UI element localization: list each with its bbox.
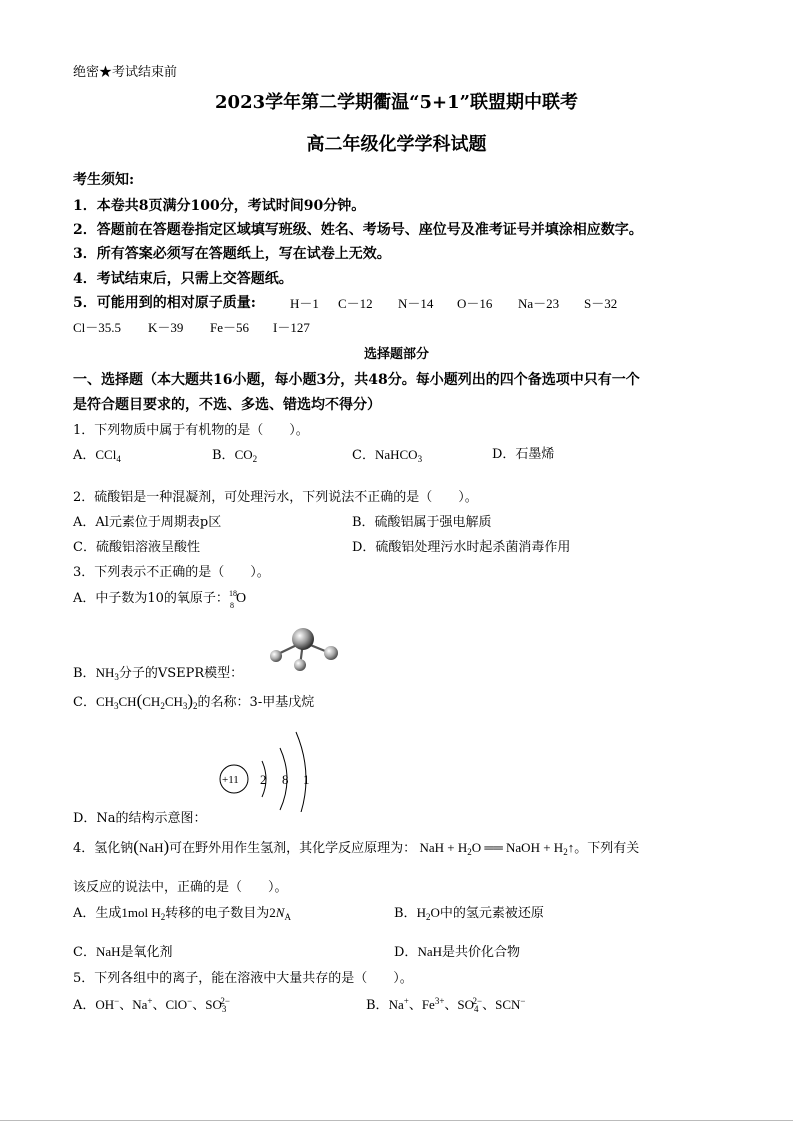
mass-o: O－16: [457, 296, 493, 311]
q3-option-b: B．$NH_3$分子的VSEPR模型：: [73, 665, 244, 682]
q4-option-b: B．$H_2O$中的氢元素被还原: [394, 905, 544, 922]
q2-option-b: B．硫酸铝属于强电解质: [352, 515, 492, 530]
q1-stem: 1．下列物质中属于有机物的是（ ）。: [73, 423, 309, 438]
na-structure-diagram: [216, 730, 326, 812]
q4-option-a: A．生成1mol $H_2$转移的电子数目为$2N_A$: [73, 905, 291, 922]
notice-heading: 考生须知:: [73, 172, 135, 188]
q1-option-b: B．$CO_2$: [212, 447, 258, 464]
q3-option-c: C．$CH_3CH(CH_2CH_3)_2$的名称：3-甲基戊烷: [73, 691, 315, 711]
q3-option-d: D．Na的结构示意图：: [73, 811, 207, 826]
q4-option-d: D．NaH是共价化合物: [394, 944, 520, 960]
na-shell-2: 8: [282, 772, 289, 787]
mass-fe: Fe－56: [210, 320, 250, 335]
q5-option-a: A．OH−、Na+、ClO−、$SO_3^{2-}$: [73, 996, 230, 1014]
na-nucleus-label: +11: [222, 774, 239, 786]
mass-na: Na－23: [518, 296, 560, 311]
notice-item-3: 3．所有答案必须写在答题纸上，写在试卷上无效。: [73, 246, 391, 262]
q1-option-c: C．NaHCO$_3$: [352, 447, 423, 464]
notice-item-5: 5．可能用到的相对原子质量:: [73, 295, 256, 311]
q1-option-d: D．石墨烯: [492, 447, 555, 462]
q2-stem: 2．硫酸铝是一种混凝剂，可处理污水，下列说法不正确的是（ ）。: [73, 490, 478, 505]
exam-title: 2023学年第二学期衢温“5+1”联盟期中联考: [215, 92, 578, 113]
mass-i: I－127: [273, 320, 310, 335]
secret-label: 绝密★考试结束前: [73, 65, 178, 80]
mass-n: N－14: [398, 296, 434, 311]
section-intro-line1: 一、选择题（本大题共16小题，每小题3分，共48分。每小题列出的四个备选项中只有一个: [73, 372, 640, 388]
mass-cl: Cl－35.5: [73, 320, 122, 335]
q5-option-b: B．Na+、$Fe^{3+}$、$SO_4^{2-}$、SCN−: [366, 996, 526, 1014]
mass-h: H－1: [290, 296, 319, 311]
mass-s: S－32: [584, 296, 618, 311]
q3-option-a: A．中子数为10的氧原子： 18 8 O: [73, 589, 247, 610]
notice-item-1: 1．本卷共8页满分100分，考试时间90分钟。: [73, 198, 366, 214]
na-shells-image: [216, 730, 326, 812]
q4-stem: 4．氢化钠(NaH)可在野外用作生氢剂，其化学反应原理为： NaH + $H_2O$ ══ NaOH + $H_2↑$。下列有关: [73, 837, 640, 857]
page-bottom-border: [0, 1120, 793, 1121]
q2-option-d: D．硫酸铝处理污水时起杀菌消毒作用: [352, 540, 571, 555]
exam-subtitle: 高二年级化学学科试题: [306, 134, 487, 155]
q2-option-c: C．硫酸铝溶液呈酸性: [73, 540, 200, 555]
vsepr-model-image: [266, 626, 342, 672]
na-shell-3: 1: [303, 772, 310, 787]
mass-k: K－39: [148, 320, 184, 335]
q2-option-a: A．Al元素位于周期表p区: [73, 515, 222, 530]
section-title: 选择题部分: [363, 347, 429, 362]
section-intro-line2: 是符合题目要求的，不选、多选、错选均不得分）: [73, 397, 381, 413]
na-shell-1: 2: [260, 772, 267, 787]
mass-c: C－12: [338, 296, 373, 311]
notice-item-2: 2．答题前在答题卷指定区域填写班级、姓名、考场号、座位号及准考证号并填涂相应数字。: [73, 222, 643, 238]
q4-option-c: C．NaH是氧化剂: [73, 944, 173, 960]
q3-stem: 3．下列表示不正确的是（ ）。: [73, 565, 270, 580]
notice-item-4: 4．考试结束后，只需上交答题纸。: [73, 271, 293, 287]
q1-option-a: A．CCl$_4$: [73, 447, 121, 464]
q4-stem-line2: 该反应的说法中，正确的是（ ）。: [73, 880, 288, 895]
q5-stem: 5．下列各组中的离子，能在溶液中大量共存的是（ ）。: [73, 971, 413, 986]
